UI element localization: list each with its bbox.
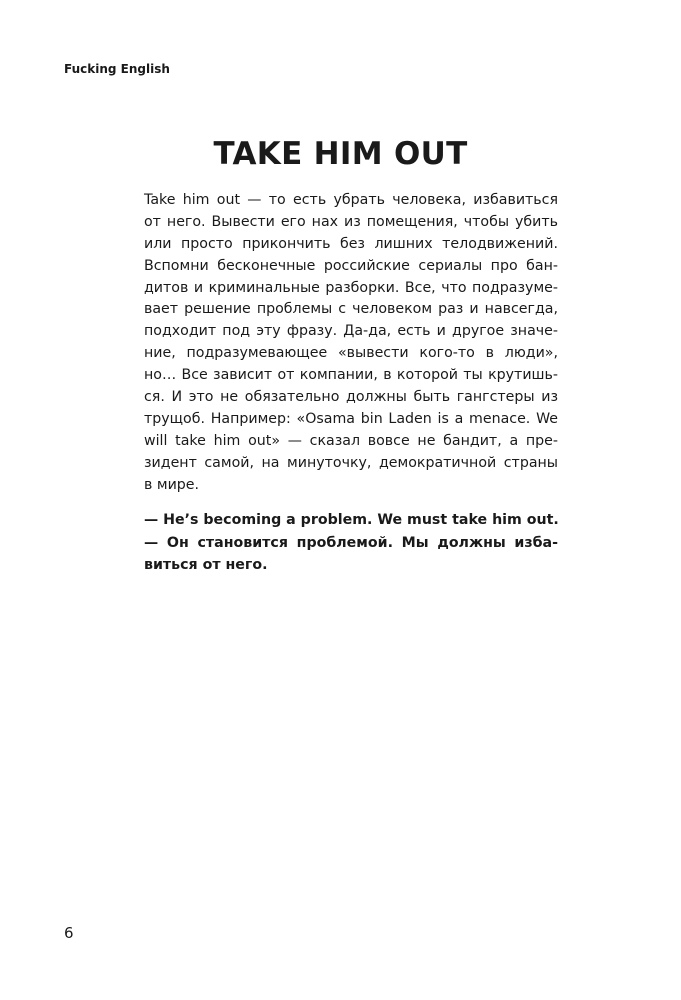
page-number: 6 — [64, 924, 74, 942]
body-line: ние, подразумевающее «вывести кого-то в люди», — [144, 345, 558, 362]
body-line: от него. Вывести его нах из помещения, чтобы убить — [144, 213, 558, 230]
body-line: или просто прикончить без лишних телодвижений. — [144, 235, 558, 252]
body-line: will take him out» — сказал вовсе не бандит, а пре- — [144, 432, 558, 449]
body-line: зидент самой, на минуточку, демократичной страны — [144, 454, 558, 471]
running-head: Fucking English — [64, 62, 170, 76]
page-title: TAKE HIM OUT — [213, 136, 468, 172]
example-dialogue — [144, 509, 558, 577]
body-line: но… Все зависит от компании, в которой ты крутишь- — [144, 367, 558, 384]
body-line: ся. И это не обязательно должны быть гангстеры из — [144, 389, 558, 406]
body-text — [144, 190, 558, 496]
body-line: в мире. — [144, 476, 200, 493]
body-line: трущоб. Например: «Osama bin Laden is a menace. We — [144, 410, 558, 427]
body-line: Take him out — то есть убрать человека, избавиться — [144, 192, 558, 208]
example-line-russian: — Он становится проблемой. Мы должны изба- — [144, 534, 558, 551]
body-line: подходит под эту фразу. Да-да, есть и другое значе- — [144, 323, 558, 340]
example-line-english: — He’s becoming a problem. We must take him out. — [144, 512, 559, 528]
body-line: дитов и криминальные разборки. Все, что подразуме- — [144, 279, 558, 296]
example-line-russian-cont: виться от него. — [144, 557, 268, 573]
body-line: Вспомни бесконечные российские сериалы про бан- — [144, 257, 558, 274]
body-line: вает решение проблемы с человеком раз и навсегда, — [144, 301, 558, 318]
